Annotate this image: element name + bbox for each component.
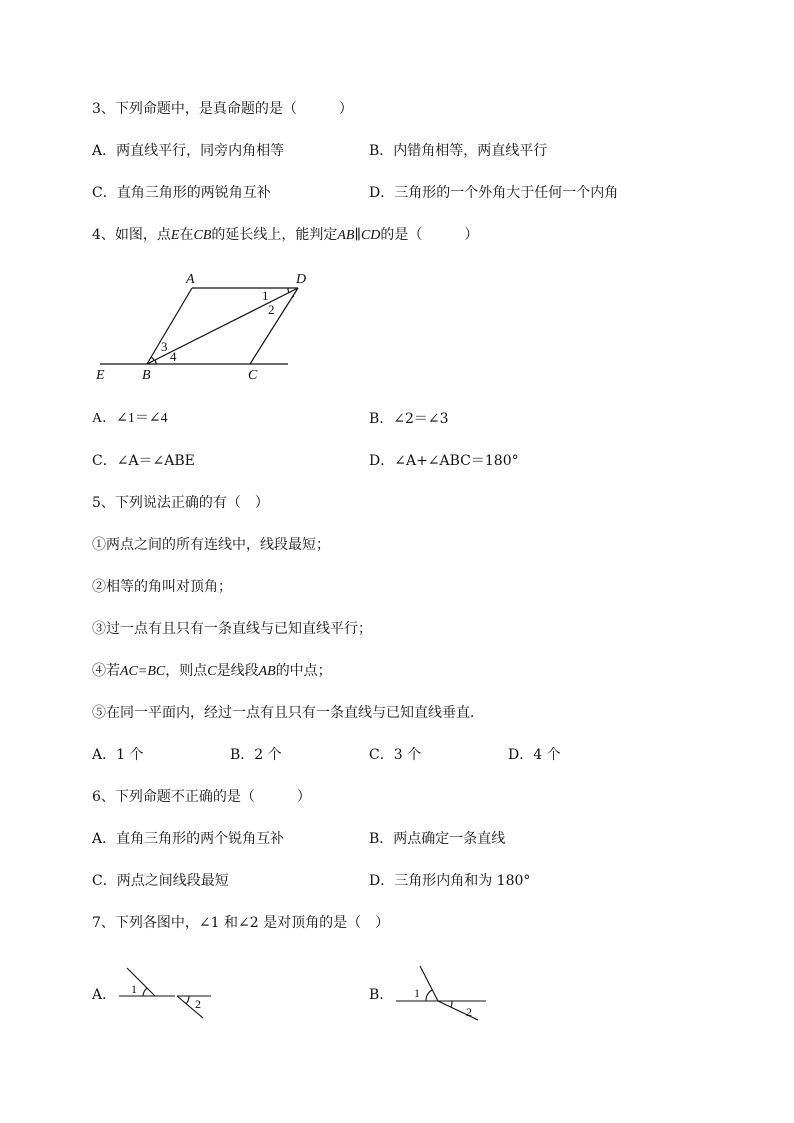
q4-parallel-ab-cd: AB∥CD (337, 228, 381, 243)
q7-figure-a[interactable] (115, 962, 215, 1022)
label-d: D (296, 272, 307, 287)
angle-1-arc (288, 288, 289, 293)
q5-s4-segment-ab: AB (258, 664, 276, 679)
q4-stem-text: 在 (179, 227, 194, 243)
q3-stem: 3、下列命题中，是真命题的是（ ） (92, 101, 353, 117)
q5-option-b[interactable]: B．2 个 (230, 747, 282, 763)
fig-b-ray-upper (420, 966, 438, 1001)
label-b: B (142, 368, 151, 383)
fig-a-label-2: 2 (195, 997, 201, 1011)
fig-a-angle-1-arc (143, 988, 147, 996)
q5-option-c[interactable]: C．3 个 (369, 747, 422, 763)
label-angle-3: 3 (161, 339, 168, 354)
q7-stem: 7、下列各图中，∠1 和∠2 是对顶角的是（ ） (92, 915, 390, 931)
label-angle-4: 4 (170, 349, 177, 364)
segment-cd (250, 288, 298, 364)
q4-stem-text: 的是（ ） (380, 227, 479, 243)
q7-figure-b[interactable] (392, 962, 492, 1024)
q6-option-b[interactable]: B．两点确定一条直线 (369, 831, 506, 847)
q4-stem-text: 的延长线上，能判定 (211, 227, 338, 243)
q6-option-a[interactable]: A．直角三角形的两个锐角互补 (92, 831, 285, 847)
q5-s4-point-c: C (207, 664, 217, 679)
q4-stem (92, 226, 478, 245)
q4-figure (90, 268, 320, 384)
q4-option-b[interactable]: B．∠2＝∠3 (369, 411, 449, 427)
q5-statement-3: ③过一点有且只有一条直线与已知直线平行； (92, 621, 372, 637)
q4-option-a[interactable]: A．∠1＝∠4 (92, 411, 168, 426)
q4-point-e: E (170, 228, 180, 243)
q5-s4-text: ，则点 (165, 663, 208, 679)
angle-4-arc (155, 360, 156, 364)
q5-s4-text: 是线段 (216, 663, 259, 679)
label-a: A (186, 272, 195, 287)
q4-segment-cb: CB (193, 228, 212, 243)
fig-b-angle-2-arc (451, 1001, 452, 1007)
q4-option-c[interactable]: C．∠A＝∠ABE (92, 453, 195, 469)
q3-option-b[interactable]: B．内错角相等，两直线平行 (369, 143, 548, 159)
q5-stem: 5、下列说法正确的有（ ） (92, 495, 269, 511)
q5-option-d[interactable]: D．4 个 (508, 747, 561, 763)
q5-option-a[interactable]: A．1 个 (92, 747, 144, 763)
angle-3-arc (151, 357, 154, 360)
q3-option-a[interactable]: A．两直线平行，同旁内角相等 (92, 143, 285, 159)
fig-b-label-2: 2 (466, 1005, 472, 1019)
label-c: C (248, 368, 258, 383)
q5-statement-4 (92, 662, 332, 681)
q6-stem: 6、下列命题不正确的是（ ） (92, 789, 311, 805)
q5-statement-5: ⑤在同一平面内，经过一点有且只有一条直线与已知直线垂直． (92, 705, 484, 721)
q5-s4-text: ④若 (92, 663, 120, 679)
label-angle-2: 2 (268, 302, 275, 317)
q7-option-a[interactable]: A． (92, 987, 117, 1003)
fig-b-angle-1-arc (426, 990, 432, 1001)
fig-a-angle-2-arc (186, 996, 189, 1004)
fig-b-label-1: 1 (414, 986, 420, 1000)
q3-option-c[interactable]: C．直角三角形的两锐角互补 (92, 185, 271, 201)
fig-b-ray-lower (438, 1001, 478, 1020)
fig-a-label-1: 1 (131, 982, 137, 996)
q6-option-d[interactable]: D．三角形内角和为 180° (369, 873, 531, 889)
q6-option-c[interactable]: C．两点之间线段最短 (92, 873, 229, 889)
q5-statement-1: ①两点之间的所有连线中，线段最短； (92, 537, 330, 553)
q5-statement-2: ②相等的角叫对顶角； (92, 579, 232, 595)
q4-stem-text: 4、如图，点 (92, 227, 171, 243)
label-angle-1: 1 (262, 288, 269, 303)
q5-s4-text: 的中点； (275, 663, 332, 679)
q4-option-d[interactable]: D．∠A+∠ABC＝180° (369, 453, 519, 469)
q5-s4-equation: AC=BC (120, 664, 166, 679)
label-e: E (96, 368, 105, 383)
q7-option-b[interactable]: B． (369, 987, 394, 1003)
q3-option-d[interactable]: D．三角形的一个外角大于任何一个内角 (369, 185, 619, 201)
